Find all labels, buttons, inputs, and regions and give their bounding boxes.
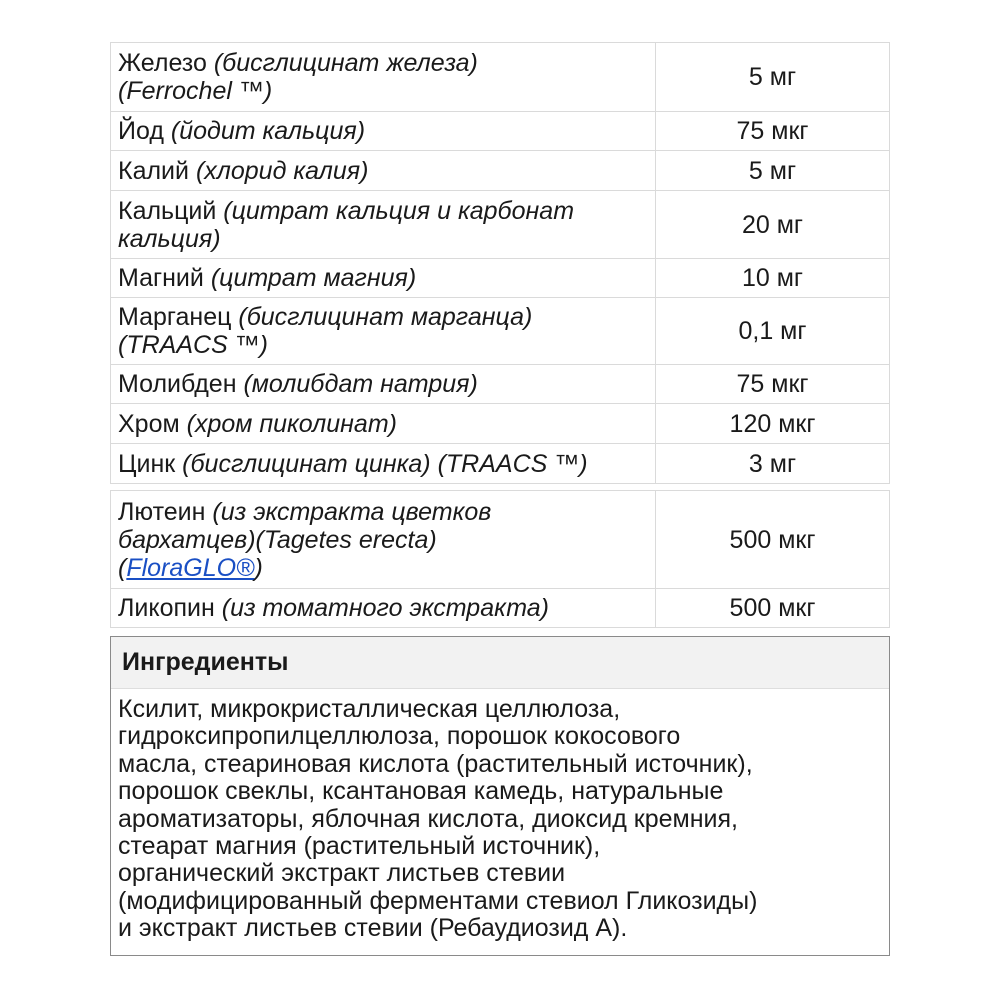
nutrient-name: Молибден xyxy=(118,370,237,398)
ingredients-line: ароматизаторы, яблочная кислота, диоксид кремния, xyxy=(118,804,738,833)
ingredients-line: гидроксипропилцеллюлоза, порошок кокосового xyxy=(118,722,681,751)
nutrient-name-cell xyxy=(111,43,656,112)
nutrient-source: бархатцев)(Tagetes erecta) xyxy=(118,525,437,554)
table-row xyxy=(111,112,890,151)
ingredients-line: стеарат магния (растительный источник), xyxy=(118,832,601,861)
table-row xyxy=(111,191,890,259)
table-row xyxy=(111,43,890,112)
table-row xyxy=(111,151,890,191)
nutrient-name-cell xyxy=(111,365,656,404)
nutrient-source: ) xyxy=(254,553,263,582)
nutrient-source: (хлорид калия) xyxy=(195,156,369,185)
table-row xyxy=(111,404,890,444)
nutrient-source: (из томатного экстракта) xyxy=(221,594,549,622)
nutrient-name: Йод xyxy=(118,117,164,145)
nutrient-name-cell xyxy=(111,404,656,444)
nutrient-source: (йодит кальция) xyxy=(170,117,366,145)
nutrient-source: (цитрат кальция и карбонат xyxy=(223,196,575,225)
nutrient-source: (бисглицинат цинка) (TRAACS ™) xyxy=(182,449,588,478)
nutrient-name: Калий xyxy=(118,156,189,185)
minerals-table xyxy=(110,42,890,484)
nutrient-name: Марганец xyxy=(118,303,232,331)
nutrient-source: (бисглицинат железа) xyxy=(213,49,478,77)
ingredients-line: Ксилит, микрокристаллическая целлюлоза, xyxy=(118,695,621,723)
table-row xyxy=(111,259,890,298)
nutrient-name-cell xyxy=(111,191,656,259)
carotenoids-table xyxy=(110,490,890,628)
ingredients-line: масла, стеариновая кислота (растительный источник), xyxy=(118,749,753,778)
ingredients-heading: Ингредиенты xyxy=(111,637,889,689)
nutrient-name: Ликопин xyxy=(118,594,215,622)
nutrient-source: (Ferrochel ™) xyxy=(118,77,273,105)
nutrient-name-cell xyxy=(111,112,656,151)
nutrient-name: Магний xyxy=(118,264,204,292)
nutrient-name-cell xyxy=(111,444,656,484)
nutrient-amount: 3 мг xyxy=(656,444,890,484)
table-row xyxy=(111,491,890,589)
nutrient-source: (бисглицинат марганца) xyxy=(238,303,533,331)
nutrient-name-cell xyxy=(111,491,656,589)
ingredients-panel xyxy=(110,636,890,956)
nutrient-source: (молибдат натрия) xyxy=(243,370,478,398)
nutrient-amount: 120 мкг xyxy=(656,404,890,444)
nutrient-source: кальция) xyxy=(118,224,221,253)
nutrient-amount: 10 мг xyxy=(656,259,890,298)
table-row xyxy=(111,589,890,628)
nutrient-source: (TRAACS ™) xyxy=(118,331,268,359)
table-row xyxy=(111,444,890,484)
nutrient-name: Цинк xyxy=(118,449,176,478)
nutrient-name-cell xyxy=(111,589,656,628)
ingredients-text xyxy=(111,689,889,943)
nutrient-name-cell xyxy=(111,298,656,365)
nutrient-name-cell xyxy=(111,151,656,191)
nutrient-name: Железо xyxy=(118,49,207,77)
nutrient-amount: 20 мг xyxy=(656,191,890,259)
nutrient-name-cell xyxy=(111,259,656,298)
nutrient-name: Лютеин xyxy=(118,497,206,526)
table-row xyxy=(111,365,890,404)
nutrient-amount: 5 мг xyxy=(656,43,890,112)
nutrient-amount: 75 мкг xyxy=(656,112,890,151)
ingredients-line: органический экстракт листьев стевии xyxy=(118,859,566,888)
ingredients-line: порошок свеклы, ксантановая камедь, натуральные xyxy=(118,777,724,806)
nutrient-source: (из экстракта цветков xyxy=(212,497,492,526)
ingredients-line: и экстракт листьев стевии (Ребаудиозид А). xyxy=(118,914,628,943)
table-row xyxy=(111,298,890,365)
ingredients-line: (модифицированный ферментами стевиол Гликозиды) xyxy=(118,886,758,915)
nutrient-source: ( xyxy=(118,553,127,582)
nutrient-amount: 0,1 мг xyxy=(656,298,890,365)
nutrient-amount: 500 мкг xyxy=(656,491,890,589)
nutrient-amount: 75 мкг xyxy=(656,365,890,404)
floraglo-link[interactable]: FloraGLO® xyxy=(126,553,255,582)
nutrient-amount: 500 мкг xyxy=(656,589,890,628)
nutrient-name: Кальций xyxy=(118,196,217,225)
nutrient-source: (хром пиколинат) xyxy=(186,409,397,438)
nutrient-name: Хром xyxy=(118,409,180,438)
nutrient-source: (цитрат магния) xyxy=(210,264,417,292)
nutrient-amount: 5 мг xyxy=(656,151,890,191)
